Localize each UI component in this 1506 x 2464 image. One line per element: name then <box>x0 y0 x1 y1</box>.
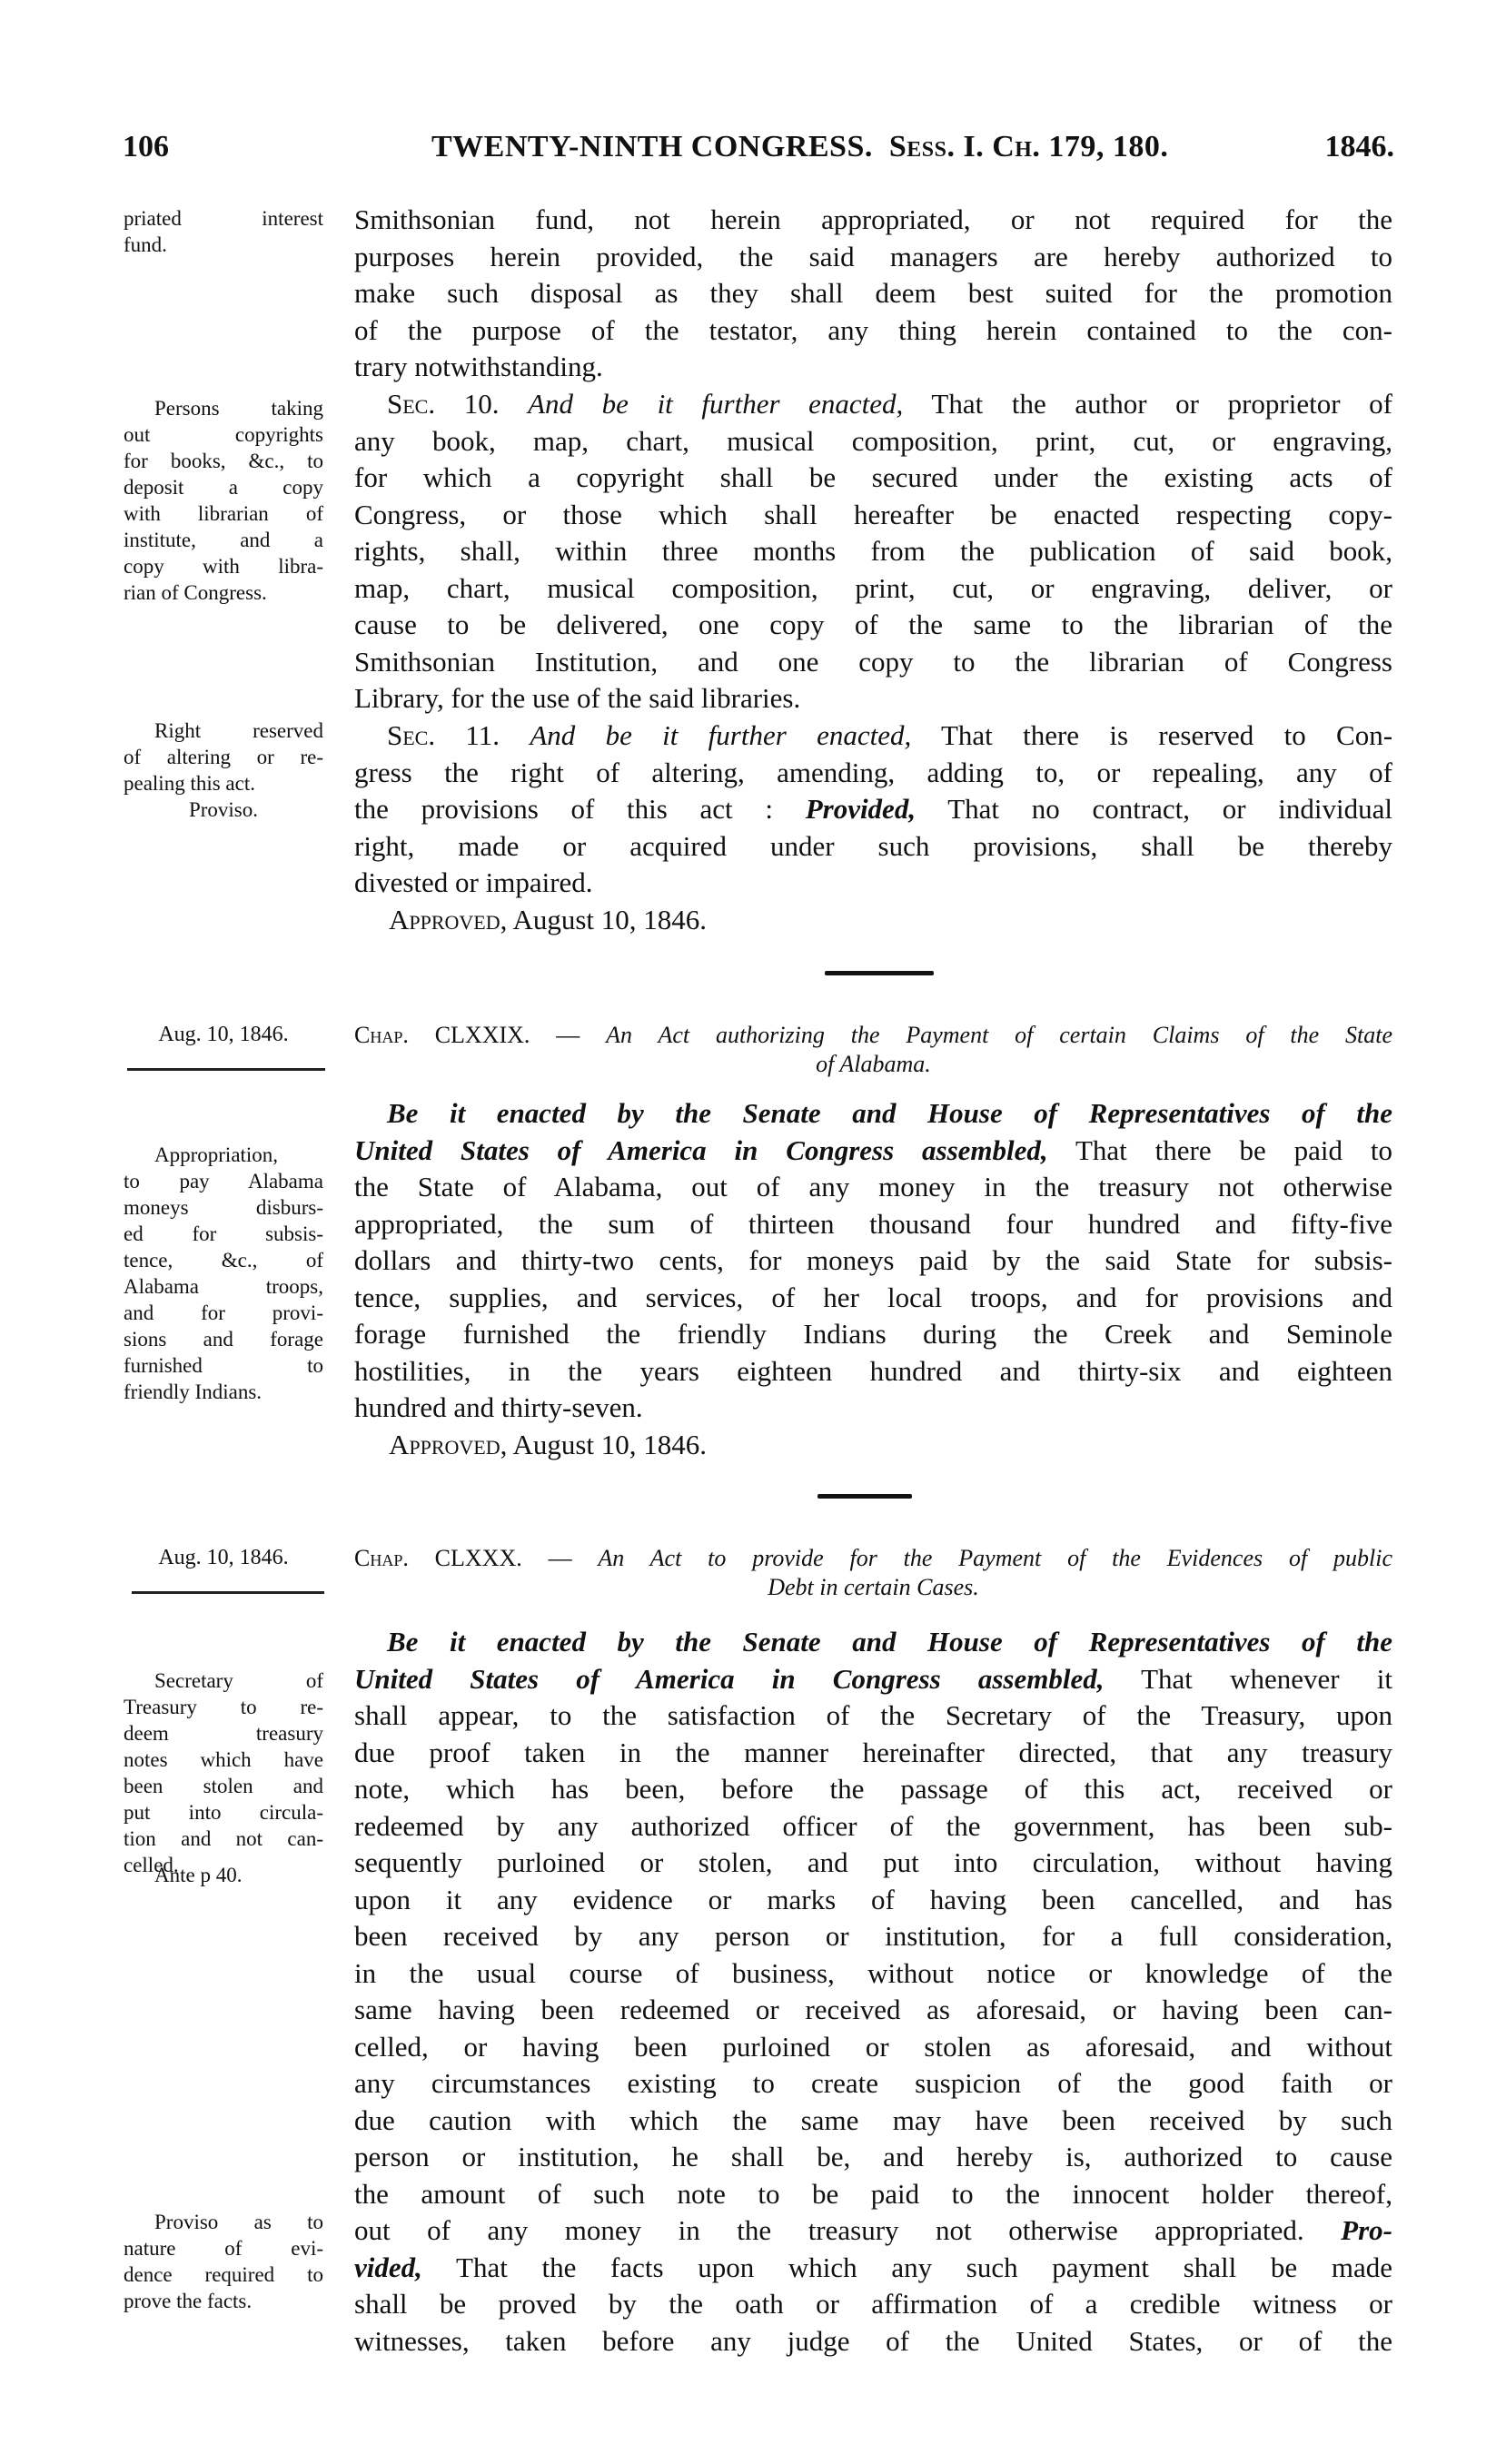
margin-note-line: notes which have <box>124 1748 323 1771</box>
text-line: Library, for the use of the said libraries. <box>354 682 801 714</box>
enacting-clause-line <box>354 1133 1392 1170</box>
margin-note-line: Alabama troops, <box>124 1275 323 1298</box>
section-separator <box>817 1494 912 1499</box>
provided-keyword: vided, <box>354 2251 422 2283</box>
enacting-phrase: And be it further enacted, <box>530 719 912 751</box>
chapter-title-line-2: Debt in certain Cases. <box>768 1574 979 1600</box>
margin-note-line: Appropriation, <box>154 1143 279 1166</box>
approved-date: August 10, 1846. <box>512 1428 708 1460</box>
margin-note-proviso-evidence <box>124 2209 323 2314</box>
text-line: right, made or acquired under such provisions, shall be thereby <box>354 829 1392 862</box>
running-header <box>123 127 1394 167</box>
text-fragment: out of any money in the treasury not otherwise appropriated. <box>354 2214 1304 2246</box>
enacting-clause-line <box>354 1661 1392 1698</box>
text-line: any circumstances existing to create suspicion of the good faith or <box>354 2067 1392 2099</box>
provided-keyword: Provided, <box>805 793 916 825</box>
text-line: hundred and thirty-seven. <box>354 1391 643 1423</box>
approved-line <box>354 1427 1392 1464</box>
margin-note-right-reserved <box>124 717 323 823</box>
approved-label: Approved, <box>389 903 508 935</box>
text-line: Smithsonian fund, not herein appropriated, or not required for the <box>354 203 1392 235</box>
margin-note-copyright-deposit <box>124 395 323 606</box>
section-10-first-line <box>354 386 1392 423</box>
approved-label: Approved, <box>389 1428 508 1460</box>
text-line: appropriated, the sum of thirteen thousand four hundred and fifty-five <box>354 1207 1392 1240</box>
chapter-180-body <box>354 1624 1392 2360</box>
text-line: any book, map, chart, musical composition, print, cut, or engraving, <box>354 424 1392 457</box>
text-line <box>354 2250 1392 2287</box>
chapter-179-body <box>354 1095 1392 1463</box>
text-line: due proof taken in the manner hereinafter directed, that any treasury <box>354 1736 1392 1768</box>
text-line: sequently purloined or stolen, and put into circulation, without having <box>354 1846 1392 1878</box>
chapter-title: An Act authorizing the Payment of certain Claims of the State <box>606 1022 1393 1048</box>
section-label: Sec. 10. <box>387 388 500 420</box>
text-line: celled, or having been purloined or stolen as aforesaid, and without <box>354 2030 1392 2063</box>
enacting-clause-italic: United States of America in Congress assembled, <box>354 1133 1048 1166</box>
margin-note-line: furnished to <box>124 1354 323 1377</box>
margin-note-line: sions and forage <box>124 1328 323 1351</box>
section-10 <box>354 386 1392 717</box>
text-line: map, chart, musical composition, print, cut, or engraving, deliver, or <box>354 571 1392 604</box>
margin-note-line: and for provi- <box>124 1301 323 1324</box>
text-line <box>354 2212 1392 2250</box>
approved-date: August 10, 1846. <box>512 903 708 935</box>
margin-note-line: celled. <box>124 1854 179 1876</box>
margin-note-line: deem treasury <box>124 1722 323 1745</box>
enacting-clause-line: Be it enacted by the Senate and House of Representatives of the <box>387 1626 1392 1658</box>
text-line: same having been redeemed or received as aforesaid, or having been can- <box>354 1994 1392 2025</box>
chapter-title-line-2: of Alabama. <box>816 1051 931 1077</box>
session-chapters: Sess. I. Ch. 179, 180. <box>888 130 1169 163</box>
enacting-clause-italic: United States of America in Congress assembled, <box>354 1662 1105 1695</box>
margin-note-line: institute, and a <box>124 529 323 551</box>
margin-note-line: copy with libra- <box>124 555 323 578</box>
text-line: the amount of such note to be paid to the innocent holder thereof, <box>354 2177 1392 2210</box>
margin-note-alabama-appropriation <box>124 1142 323 1405</box>
margin-note-line: dence required to <box>124 2263 323 2286</box>
chapter-label: Chap. CLXXX. — <box>354 1545 572 1571</box>
text-line: Congress, or those which shall hereafter be enacted respecting copy- <box>354 498 1392 530</box>
chapter-179-heading <box>354 1021 1392 1079</box>
text-line: purposes herein provided, the said managers are hereby authorized to <box>354 240 1392 272</box>
section-continuation-text <box>354 202 1392 386</box>
page-number: 106 <box>123 130 169 163</box>
provided-keyword: Pro- <box>1341 2214 1392 2246</box>
text-fragment: That there be paid to <box>1075 1133 1392 1166</box>
text-line: rights, shall, within three months from the publication of said book, <box>354 535 1392 567</box>
chapter-title-line <box>354 1544 1392 1573</box>
margin-note-line: tence, &c., of <box>124 1249 323 1272</box>
chapter-title: An Act to provide for the Payment of the Evidences of public <box>598 1545 1393 1571</box>
text-line: note, which has been, before the passage of this act, received or <box>354 1773 1392 1805</box>
margin-note-line: Secretary of <box>154 1669 323 1692</box>
chapter-179-date: Aug. 10, 1846. <box>158 1023 289 1046</box>
cross-reference-note: Ante p 40. <box>154 1864 243 1886</box>
text-line: of the purpose of the testator, any thing herein contained to the con- <box>354 313 1392 346</box>
congress-title: TWENTY-NINTH CONGRESS. <box>431 130 873 163</box>
text-line: witnesses, taken before any judge of the United States, or of the <box>354 2324 1392 2357</box>
margin-note-line: Right reserved <box>154 719 323 742</box>
margin-note-line: Persons taking <box>154 397 323 420</box>
margin-note-ante-reference <box>124 1862 323 1888</box>
margin-note-line: been stolen and <box>124 1775 323 1797</box>
margin-note-line: tion and not can- <box>124 1827 323 1850</box>
section-separator <box>825 971 934 975</box>
chapter-180-date: Aug. 10, 1846. <box>158 1546 289 1569</box>
date-rule <box>132 1591 324 1594</box>
margin-note-line: for books, &c., to <box>124 450 323 472</box>
margin-note-line: of altering or re- <box>124 746 323 768</box>
text-line: trary notwithstanding. <box>354 351 603 382</box>
text-line: hostilities, in the years eighteen hundred and thirty-six and eighteen <box>354 1354 1392 1387</box>
margin-note-line: prove the facts. <box>124 2290 253 2312</box>
chapter-180-heading <box>354 1544 1392 1602</box>
header-year: 1846. <box>1324 130 1394 163</box>
chapter-title-line <box>354 1021 1392 1050</box>
text-line: been received by any person or institution, for a full consideration, <box>354 1920 1392 1952</box>
margin-note-line: priated interest <box>124 207 323 230</box>
date-rule <box>127 1068 325 1071</box>
text-line: shall be proved by the oath or affirmation of a credible witness or <box>354 2288 1392 2320</box>
text-line: Smithsonian Institution, and one copy to the librarian of Congress <box>354 645 1392 678</box>
section-11 <box>354 717 1392 938</box>
margin-note-line: to pay Alabama <box>124 1170 323 1192</box>
margin-note-line: Treasury to re- <box>124 1696 323 1718</box>
margin-note-line: put into circula- <box>124 1801 323 1824</box>
text-line: for which a copyright shall be secured under the existing acts of <box>354 461 1392 493</box>
chapter-label: Chap. CLXXIX. — <box>354 1022 580 1048</box>
text-line: person or institution, he shall be, and hereby is, authorized to cause <box>354 2141 1392 2172</box>
text-fragment: That there is reserved to Con- <box>940 719 1393 751</box>
margin-note-line: moneys disburs- <box>124 1196 323 1219</box>
text-line: forage furnished the friendly Indians during the Creek and Seminole <box>354 1318 1392 1350</box>
margin-note-proviso: Proviso. <box>188 798 259 821</box>
margin-note-line: pealing this act. <box>124 772 255 795</box>
text-line: in the usual course of business, without notice or knowledge of the <box>354 1956 1392 1989</box>
text-line: shall appear, to the satisfaction of the Secretary of the Treasury, upon <box>354 1699 1392 1731</box>
margin-note-line: friendly Indians. <box>124 1380 263 1403</box>
text-line: due caution with which the same may have been received by such <box>354 2103 1392 2136</box>
text-line: the State of Alabama, out of any money in the treasury not otherwise <box>354 1171 1392 1202</box>
section-11-first-line <box>354 717 1392 755</box>
margin-note-line: nature of evi- <box>124 2237 323 2260</box>
margin-note-line: ed for subsis- <box>124 1222 323 1245</box>
running-title <box>431 127 1168 167</box>
text-line: tence, supplies, and services, of her local troops, and for provisions and <box>354 1281 1392 1313</box>
margin-note-line: with librarian of <box>124 502 323 525</box>
text-line: cause to be delivered, one copy of the same to the librarian of the <box>354 609 1392 640</box>
margin-note-line: Proviso as to <box>154 2211 323 2233</box>
text-line: make such disposal as they shall deem best suited for the promotion <box>354 277 1392 309</box>
text-line <box>354 791 1392 828</box>
text-line: redeemed by any authorized officer of the government, has been sub- <box>354 1809 1392 1842</box>
text-line: gress the right of altering, amending, adding to, or repealing, any of <box>354 756 1392 788</box>
margin-note-line: deposit a copy <box>124 476 323 499</box>
text-line: divested or impaired. <box>354 866 593 898</box>
approved-line <box>354 902 1392 939</box>
margin-note-unappropriated-interest <box>124 205 323 258</box>
enacting-clause-line: Be it enacted by the Senate and House of Representatives of the <box>387 1097 1392 1129</box>
text-fragment: That whenever it <box>1141 1662 1392 1695</box>
enacting-phrase: And be it further enacted, <box>528 388 904 420</box>
section-label: Sec. 11. <box>387 719 500 751</box>
margin-note-line: out copyrights <box>124 423 323 446</box>
text-fragment: the provisions of this act : <box>354 793 773 825</box>
text-line: upon it any evidence or marks of having been cancelled, and has <box>354 1883 1392 1915</box>
margin-note-line: fund. <box>124 233 167 256</box>
text-line: dollars and thirty-two cents, for moneys paid by the said State for subsis- <box>354 1244 1392 1276</box>
text-fragment: That the facts upon which any such payment shall be made <box>456 2251 1392 2283</box>
text-fragment: That the author or proprietor of <box>931 388 1392 420</box>
text-fragment: That no contract, or individual <box>947 793 1392 825</box>
margin-note-line: rian of Congress. <box>124 581 267 604</box>
margin-note-treasury-notes <box>124 1667 323 1878</box>
